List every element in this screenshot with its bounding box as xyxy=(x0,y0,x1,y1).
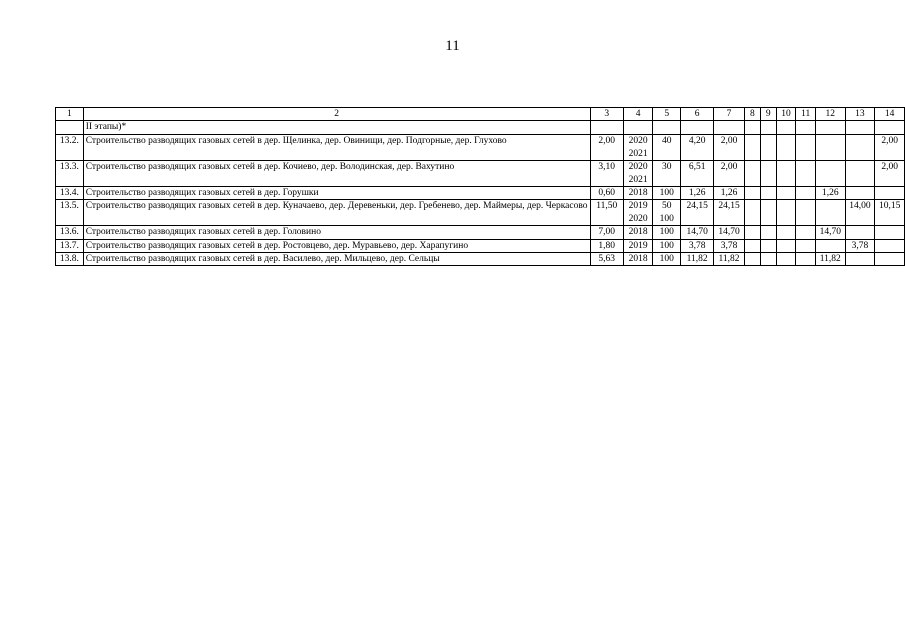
value-cell-5: 100 xyxy=(653,253,681,266)
row-number: 13.8. xyxy=(56,253,84,266)
value-cell-12 xyxy=(815,161,845,187)
cell xyxy=(653,121,681,135)
value-cell-3: 0,60 xyxy=(590,187,623,200)
value-cell-6: 6,51 xyxy=(681,161,714,187)
value-cell-5: 40 xyxy=(653,135,681,161)
cell xyxy=(875,121,905,135)
object-name: Строительство разводящих газовых сетей в дер. Головино xyxy=(83,226,590,239)
value-cell-13 xyxy=(845,253,875,266)
value-cell-3: 2,00 xyxy=(590,135,623,161)
object-name: Строительство разводящих газовых сетей в дер. Кочиево, дер. Володинская, дер. Вахутино xyxy=(83,161,590,187)
value-cell-6: 24,15 xyxy=(681,200,714,226)
value-cell-4: 2018 xyxy=(623,253,652,266)
object-name: Строительство разводящих газовых сетей в дер. Куначаево, дер. Деревеньки, дер. Гребенево, дер. Маймеры, дер. Черкасово xyxy=(83,200,590,226)
value-cell-12: 11,82 xyxy=(815,253,845,266)
column-number-row xyxy=(56,108,905,121)
value-cell-14 xyxy=(875,226,905,239)
value-cell-7: 24,15 xyxy=(714,200,745,226)
value-cell-14 xyxy=(875,253,905,266)
table-row xyxy=(56,161,905,187)
cell xyxy=(815,121,845,135)
cell xyxy=(56,121,84,135)
value-cell-8 xyxy=(744,135,760,161)
value-cell-12: 14,70 xyxy=(815,226,845,239)
value-cell-12 xyxy=(815,200,845,226)
table-row xyxy=(56,187,905,200)
value-cell-6: 4,20 xyxy=(681,135,714,161)
value-cell-4: 2018 xyxy=(623,226,652,239)
object-name: Строительство разводящих газовых сетей в дер. Василево, дер. Мильцево, дер. Сельцы xyxy=(83,253,590,266)
table-row xyxy=(56,239,905,252)
continuation-row xyxy=(56,121,905,135)
value-cell-5: 100 xyxy=(653,187,681,200)
column-number: 7 xyxy=(714,108,745,121)
value-cell-8 xyxy=(744,200,760,226)
value-cell-7: 2,00 xyxy=(714,135,745,161)
value-cell-11 xyxy=(796,161,816,187)
column-number: 6 xyxy=(681,108,714,121)
cell xyxy=(796,121,816,135)
column-number: 5 xyxy=(653,108,681,121)
object-name: Строительство разводящих газовых сетей в дер. Ростовцево, дер. Муравьево, дер. Харапугино xyxy=(83,239,590,252)
value-cell-9 xyxy=(760,200,776,226)
column-number: 12 xyxy=(815,108,845,121)
value-cell-3: 11,50 xyxy=(590,200,623,226)
value-cell-13: 3,78 xyxy=(845,239,875,252)
value-cell-3: 1,80 xyxy=(590,239,623,252)
value-cell-14: 10,15 xyxy=(875,200,905,226)
value-cell-7: 3,78 xyxy=(714,239,745,252)
value-cell-4: 2018 xyxy=(623,187,652,200)
value-cell-3: 7,00 xyxy=(590,226,623,239)
value-cell-14 xyxy=(875,239,905,252)
value-cell-3: 5,63 xyxy=(590,253,623,266)
value-cell-14: 2,00 xyxy=(875,135,905,161)
value-cell-14: 2,00 xyxy=(875,161,905,187)
cell xyxy=(776,121,796,135)
value-cell-6: 14,70 xyxy=(681,226,714,239)
value-cell-8 xyxy=(744,226,760,239)
value-cell-13 xyxy=(845,187,875,200)
cell xyxy=(760,121,776,135)
cell xyxy=(845,121,875,135)
column-number: 10 xyxy=(776,108,796,121)
value-cell-3: 3,10 xyxy=(590,161,623,187)
value-cell-4: 2019 xyxy=(623,239,652,252)
row-number: 13.7. xyxy=(56,239,84,252)
row-number: 13.3. xyxy=(56,161,84,187)
object-name: Строительство разводящих газовых сетей в дер. Щелинка, дер. Овинищи, дер. Подгорные, дер. Глухово xyxy=(83,135,590,161)
column-number: 1 xyxy=(56,108,84,121)
value-cell-12 xyxy=(815,239,845,252)
value-cell-10 xyxy=(776,161,796,187)
value-cell-13 xyxy=(845,161,875,187)
value-cell-11 xyxy=(796,200,816,226)
value-cell-8 xyxy=(744,253,760,266)
value-cell-13 xyxy=(845,135,875,161)
value-cell-10 xyxy=(776,187,796,200)
value-cell-11 xyxy=(796,135,816,161)
cell xyxy=(744,121,760,135)
row-number: 13.5. xyxy=(56,200,84,226)
value-cell-14 xyxy=(875,187,905,200)
value-cell-7: 1,26 xyxy=(714,187,745,200)
object-name: Строительство разводящих газовых сетей в дер. Горушки xyxy=(83,187,590,200)
value-cell-10 xyxy=(776,253,796,266)
value-cell-4: 2019 2020 xyxy=(623,200,652,226)
value-cell-11 xyxy=(796,226,816,239)
table-row xyxy=(56,253,905,266)
value-cell-8 xyxy=(744,239,760,252)
value-cell-10 xyxy=(776,226,796,239)
cell xyxy=(623,121,652,135)
value-cell-6: 3,78 xyxy=(681,239,714,252)
value-cell-12: 1,26 xyxy=(815,187,845,200)
row-number: 13.2. xyxy=(56,135,84,161)
column-number: 3 xyxy=(590,108,623,121)
value-cell-12 xyxy=(815,135,845,161)
value-cell-10 xyxy=(776,239,796,252)
value-cell-11 xyxy=(796,187,816,200)
value-cell-9 xyxy=(760,226,776,239)
value-cell-9 xyxy=(760,135,776,161)
value-cell-7: 11,82 xyxy=(714,253,745,266)
value-cell-6: 1,26 xyxy=(681,187,714,200)
value-cell-8 xyxy=(744,187,760,200)
value-cell-13 xyxy=(845,226,875,239)
value-cell-7: 14,70 xyxy=(714,226,745,239)
data-table xyxy=(55,107,905,266)
value-cell-11 xyxy=(796,253,816,266)
table-row xyxy=(56,135,905,161)
column-number: 8 xyxy=(744,108,760,121)
column-number: 13 xyxy=(845,108,875,121)
value-cell-4: 2020 2021 xyxy=(623,135,652,161)
value-cell-9 xyxy=(760,161,776,187)
value-cell-11 xyxy=(796,239,816,252)
value-cell-6: 11,82 xyxy=(681,253,714,266)
value-cell-10 xyxy=(776,200,796,226)
value-cell-7: 2,00 xyxy=(714,161,745,187)
continuation-label: II этапы)* xyxy=(83,121,590,135)
table-row xyxy=(56,200,905,226)
value-cell-5: 100 xyxy=(653,239,681,252)
cell xyxy=(714,121,745,135)
value-cell-5: 30 xyxy=(653,161,681,187)
value-cell-9 xyxy=(760,253,776,266)
row-number: 13.6. xyxy=(56,226,84,239)
cell xyxy=(681,121,714,135)
value-cell-4: 2020 2021 xyxy=(623,161,652,187)
value-cell-5: 50 100 xyxy=(653,200,681,226)
column-number: 11 xyxy=(796,108,816,121)
value-cell-8 xyxy=(744,161,760,187)
row-number: 13.4. xyxy=(56,187,84,200)
page-number: 11 xyxy=(445,38,460,54)
column-number: 4 xyxy=(623,108,652,121)
column-number: 9 xyxy=(760,108,776,121)
value-cell-13: 14,00 xyxy=(845,200,875,226)
table-row xyxy=(56,226,905,239)
value-cell-9 xyxy=(760,239,776,252)
cell xyxy=(590,121,623,135)
value-cell-5: 100 xyxy=(653,226,681,239)
column-number: 14 xyxy=(875,108,905,121)
value-cell-9 xyxy=(760,187,776,200)
value-cell-10 xyxy=(776,135,796,161)
column-number: 2 xyxy=(83,108,590,121)
